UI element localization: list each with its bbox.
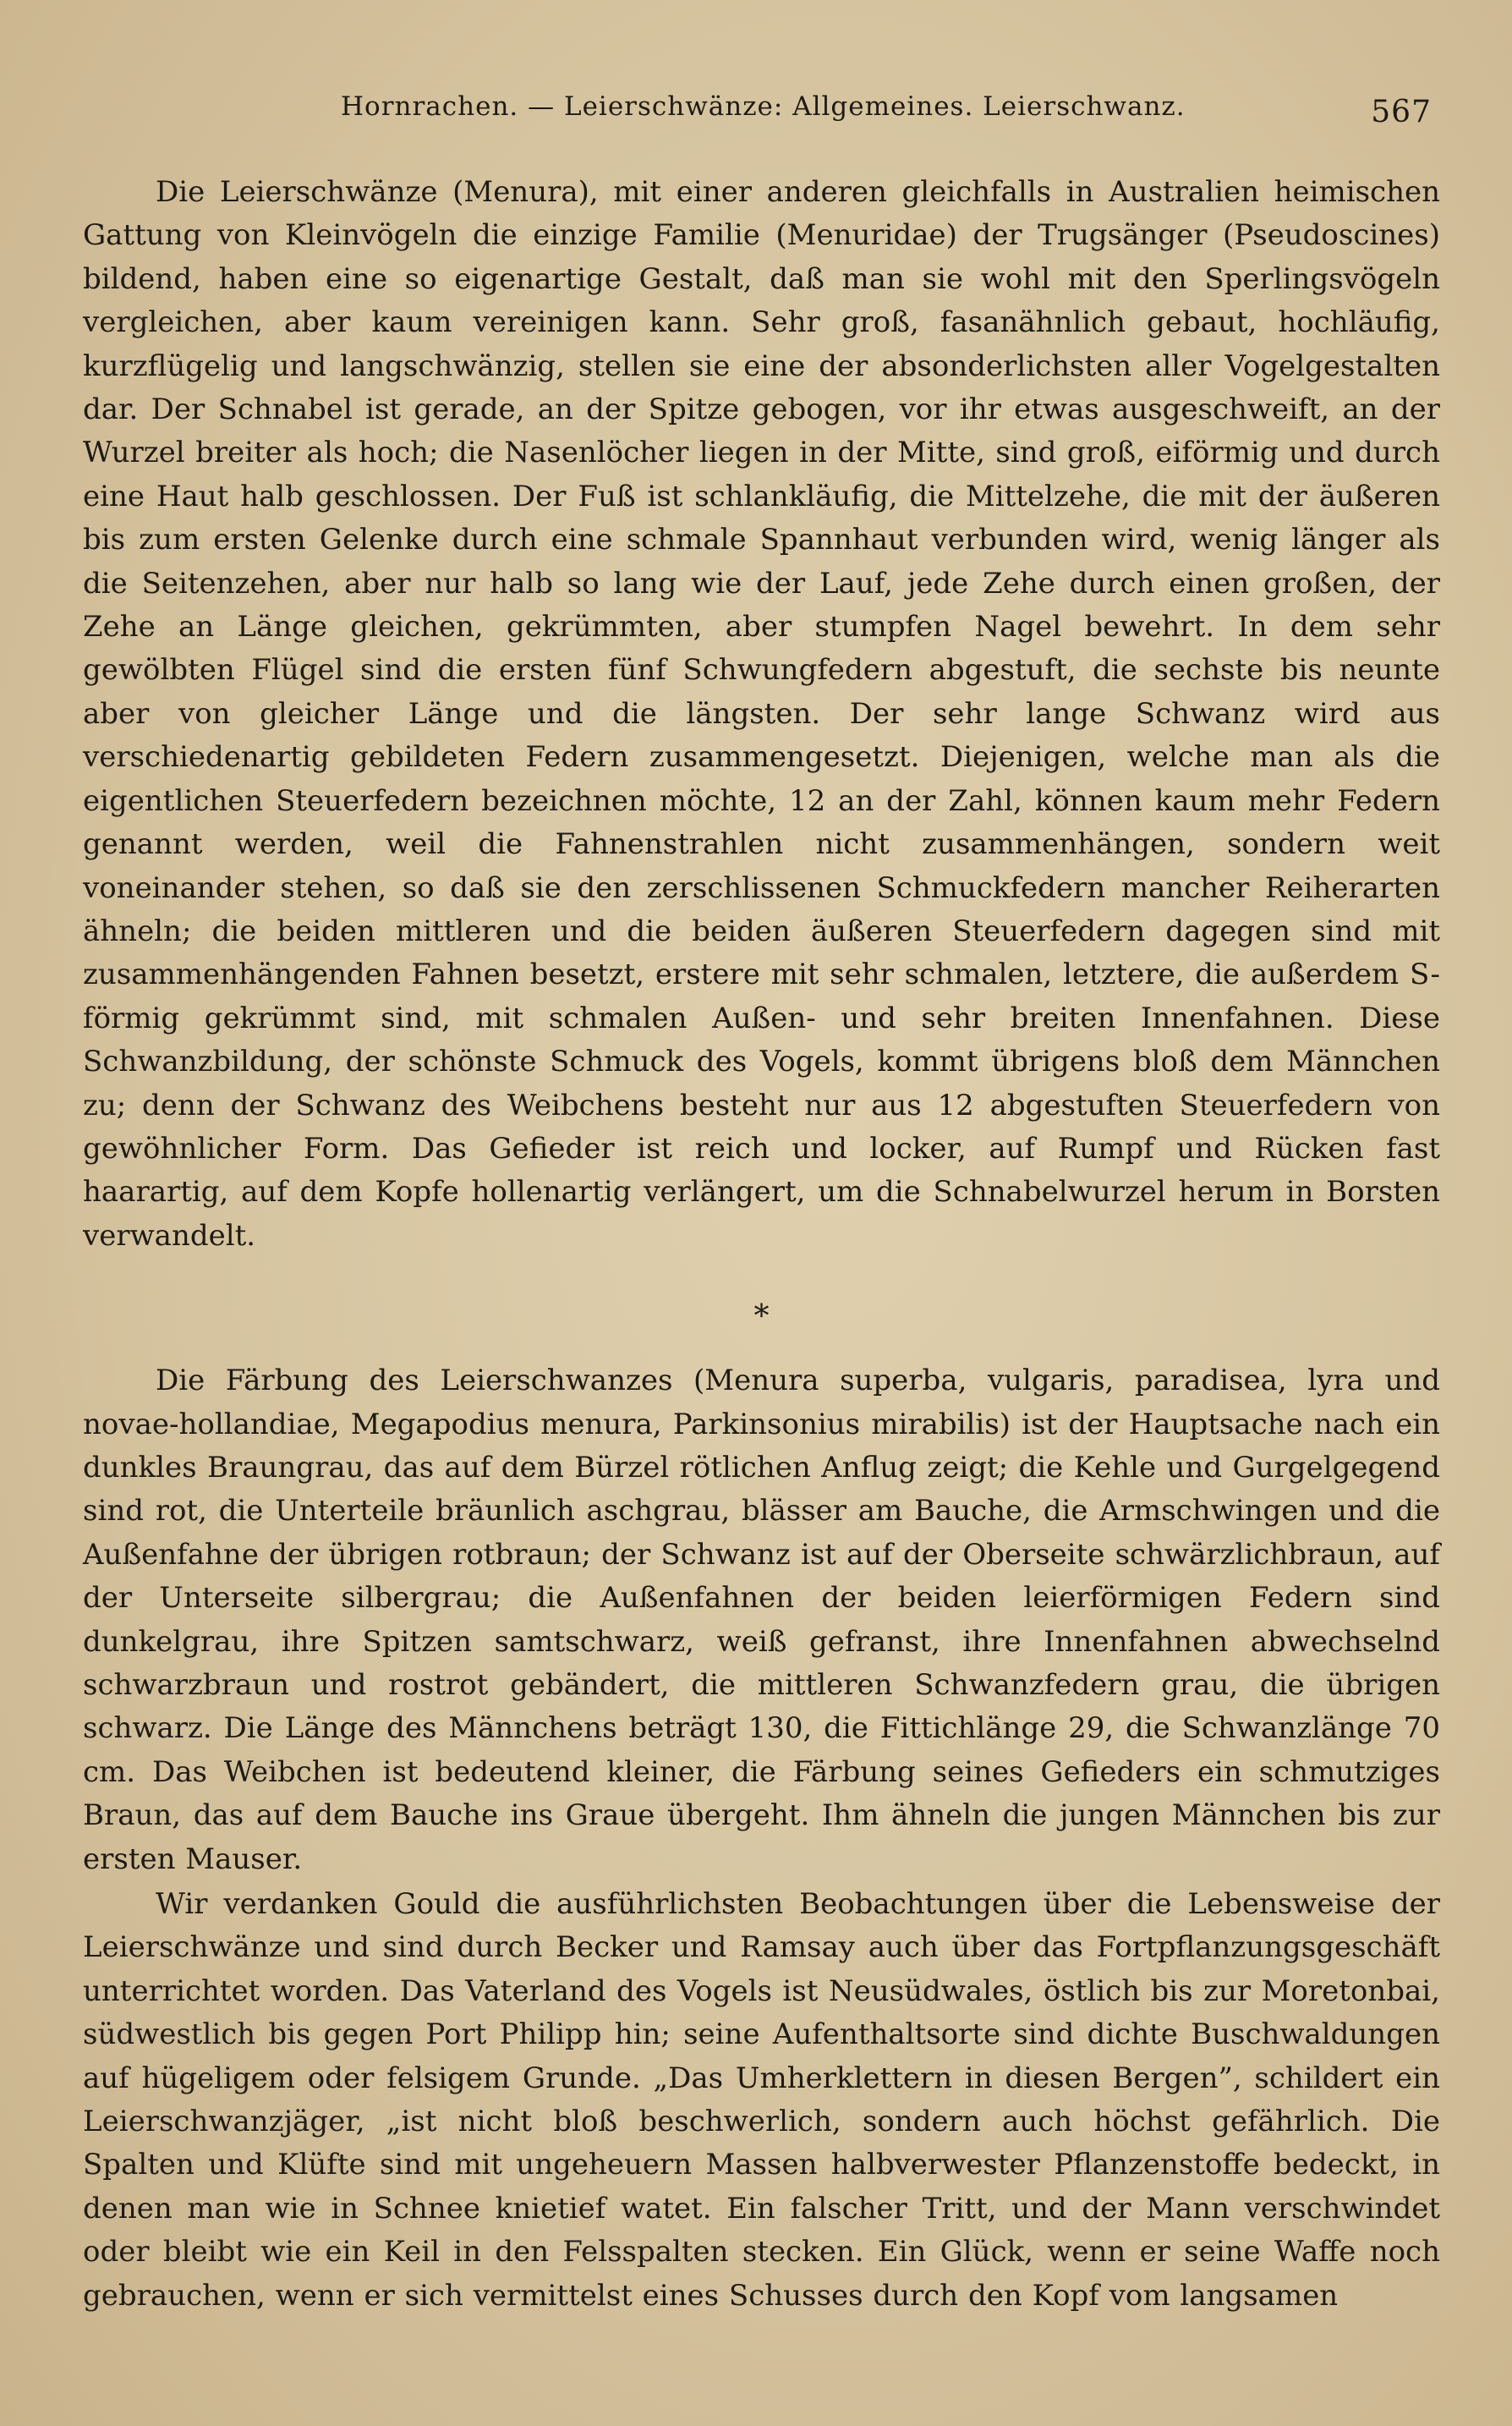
page-number: 567 [1371, 95, 1432, 129]
paragraph-description: Die Leierschwänze (Menura), mit einer anderen gleichfalls in Australien heimischen Gattung von Kleinvögeln die einzige Familie (Menuridae) der Trugsänger (Pseudoscines) bildend, haben eine so eigenartige Gestalt, daß man sie wohl mit den Sperlingsvögeln vergleichen, aber kaum vereinigen kann. Sehr groß, fasanähnlich gebaut, hochläufig, kurzflügelig und langschwänzig, stellen sie eine der absonderlichsten aller Vogelgestalten dar. Der Schnabel ist gerade, an der Spitze gebogen, vor ihr etwas ausgeschweift, an der Wurzel breiter als hoch; die Nasenlöcher liegen in der Mitte, sind groß, eiförmig und durch eine Haut halb geschlossen. Der Fuß ist schlankläufig, die Mittelzehe, die mit der äußeren bis zum ersten Gelenke durch eine schmale Spannhaut verbunden wird, wenig länger als die Seitenzehen, aber nur halb so lang wie der Lauf, jede Zehe durch einen großen, der Zehe an Länge gleichen, gekrümmten, aber stumpfen Nagel bewehrt. In dem sehr gewölbten Flügel sind die ersten fünf Schwungfedern abgestuft, die sechste bis neunte aber von gleicher Länge und die längsten. Der sehr lange Schwanz wird aus verschiedenartig gebildeten Federn zusammengesetzt. Diejenigen, welche man als die eigentlichen Steuerfedern bezeichnen möchte, 12 an der Zahl, können kaum mehr Federn genannt werden, weil die Fahnenstrahlen nicht zusammenhängen, sondern weit voneinander stehen, so daß sie den zerschlissenen Schmuckfedern mancher Reiherarten ähneln; die beiden mittleren und die beiden äußeren Steuerfedern dagegen sind mit zusammenhängenden Fahnen besetzt, erstere mit sehr schmalen, letztere, die außerdem S-förmig gekrümmt sind, mit schmalen Außen- und sehr breiten Innenfahnen. Diese Schwanzbildung, der schönste Schmuck des Vogels, kommt übrigens bloß dem Männchen zu; denn der Schwanz des Weibchens besteht nur aus 12 abgestuften Steuerfedern von gewöhnlicher Form. Das Gefieder ist reich und locker, auf Rumpf und Rücken fast haarartig, auf dem Kopfe hollenartig verlängert, um die Schnabelwurzel herum in Borsten verwandelt. [83, 175, 1440, 1253]
paragraph-habitat: Wir verdanken Gould die ausführlichsten Beobachtungen über die Lebensweise der Leierschwänze und sind durch Becker und Ramsay auch über das Fortpflanzungsgeschäft unterrichtet worden. Das Vaterland des Vogels ist Neusüdwales, östlich bis zur Moretonbai, südwestlich bis gegen Port Philipp hin; seine Aufenthaltsorte sind dichte Buschwaldungen auf hügeligem oder felsigem Grunde. „Das Umherklettern in diesen Bergen”, schildert ein Leierschwanzjäger, „ist nicht bloß beschwerlich, sondern auch höchst gefährlich. Die Spalten und Klüfte sind mit ungeheuern Massen halbverwester Pflanzenstoffe bedeckt, in denen man wie in Schnee knietief watet. Ein falscher Tritt, und der Mann verschwindet oder bleibt wie ein Keil in den Felsspalten stecken. Ein Glück, wenn er seine Waffe noch gebrauchen, wenn er sich vermittelst eines Schusses durch den Kopf vom langsamen [83, 1887, 1440, 2313]
paragraph-coloration: Die Färbung des Leierschwanzes (Menura superba, vulgaris, paradisea, lyra und novae-hollandiae, Megapodius menura, Parkinsonius mirabilis) ist der Hauptsache nach ein dunkles Braungrau, das auf dem Bürzel rötlichen Anflug zeigt; die Kehle und Gurgelgegend sind rot, die Unterteile bräunlich aschgrau, blässer am Bauche, die Armschwingen und die Außenfahne der übrigen rotbraun; der Schwanz ist auf der Oberseite schwärzlichbraun, auf der Unterseite silbergrau; die Außenfahnen der beiden leierförmigen Federn sind dunkelgrau, ihre Spitzen samtschwarz, weiß gefranst, ihre Innenfahnen abwechselnd schwarzbraun und rostrot gebändert, die mittleren Schwanzfedern grau, die übrigen schwarz. Die Länge des Männchens beträgt 130, die Fittichlänge 29, die Schwanzlänge 70 cm. Das Weibchen ist bedeutend kleiner, die Färbung seines Gefieders ein schmutziges Braun, das auf dem Bauche ins Graue übergeht. Ihm ähneln die jungen Männchen bis zur ersten Mauser. [83, 1364, 1440, 1876]
running-title: Hornrachen. — Leierschwänze: Allgemeines. Leierschwanz. [341, 91, 1186, 122]
section-separator: * [753, 1299, 770, 1335]
page-header [83, 91, 1440, 142]
